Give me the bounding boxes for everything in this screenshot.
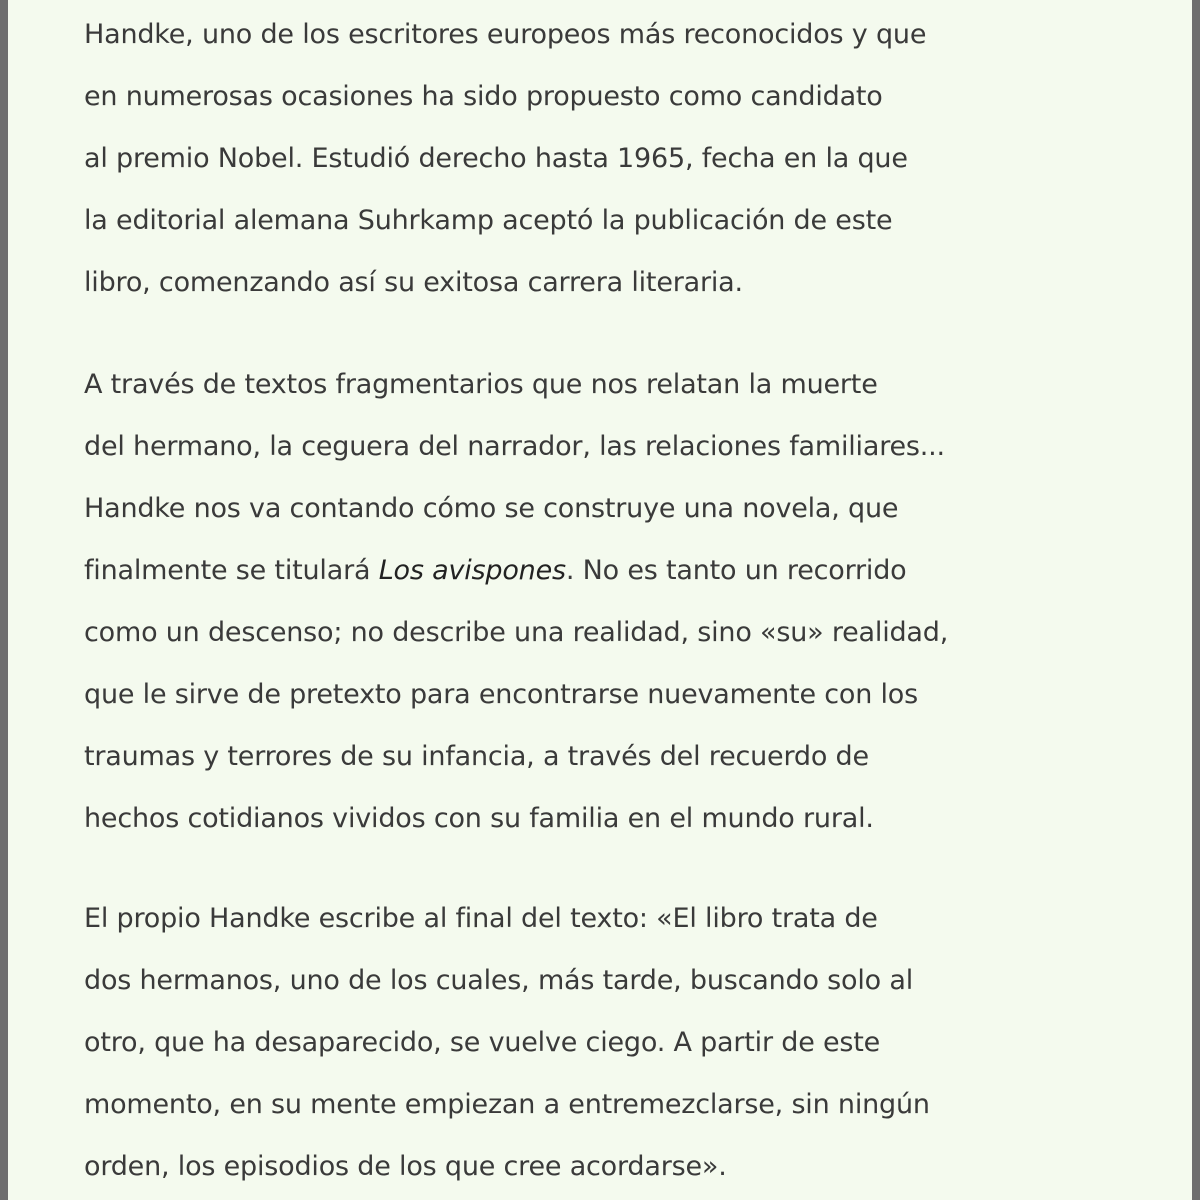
text-segment: finalmente se titulará — [84, 555, 379, 586]
text-line: Handke, uno de los escritores europeos más reconocidos y que — [84, 19, 927, 50]
text-segment: . No es tanto un recorrido — [565, 555, 907, 586]
text-line: A través de textos fragmentarios que nos relatan la muerte — [84, 369, 878, 400]
text-line: hechos cotidianos vividos con su familia en el mundo rural. — [84, 803, 874, 834]
text-line: en numerosas ocasiones ha sido propuesto como candidato — [84, 81, 883, 112]
text-line: orden, los episodios de los que cree acordarse». — [84, 1151, 727, 1182]
text-line: otro, que ha desaparecido, se vuelve ciego. A partir de este — [84, 1027, 881, 1058]
text-line: libro, comenzando así su exitosa carrera literaria. — [84, 267, 743, 298]
text-line — [84, 554, 907, 588]
text-line: del hermano, la ceguera del narrador, las relaciones familiares... — [84, 431, 945, 462]
text-line: Handke nos va contando cómo se construye una novela, que — [84, 493, 899, 524]
text-line: que le sirve de pretexto para encontrarse nuevamente con los — [84, 679, 918, 710]
text-line: al premio Nobel. Estudió derecho hasta 1965, fecha en la que — [84, 143, 908, 174]
book-title-italic: Los avispones — [378, 555, 566, 586]
text-line: traumas y terrores de su infancia, a través del recuerdo de — [84, 741, 869, 772]
text-line: momento, en su mente empiezan a entremezclarse, sin ningún — [84, 1089, 930, 1120]
text-line: como un descenso; no describe una realidad, sino «su» realidad, — [84, 617, 949, 648]
text-line: la editorial alemana Suhrkamp aceptó la publicación de este — [84, 205, 893, 236]
text-line: El propio Handke escribe al final del texto: «El libro trata de — [84, 903, 878, 934]
text-line: dos hermanos, uno de los cuales, más tarde, buscando solo al — [84, 965, 914, 996]
